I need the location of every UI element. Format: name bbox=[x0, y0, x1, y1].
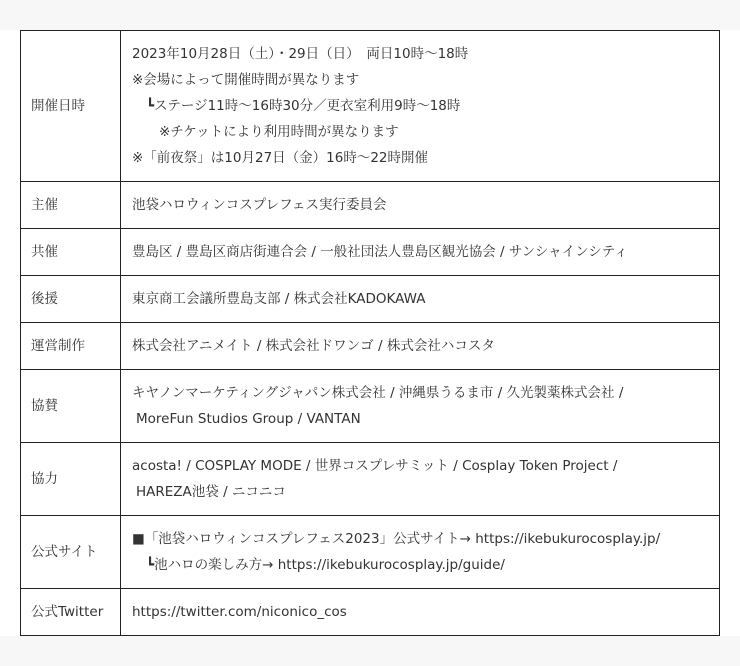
date-note: ※会場によって開催時間が異なります bbox=[132, 72, 360, 88]
row-label-support: 後援 bbox=[21, 276, 121, 323]
date-line: 2023年10月28日（土）・29日（日） 両日10時〜18時 bbox=[132, 46, 469, 62]
table-row-production bbox=[21, 323, 720, 370]
event-info-table bbox=[20, 30, 720, 636]
date-ticket-note: ※チケットにより利用時間が異なります bbox=[159, 124, 399, 140]
row-value-cohost: 豊島区 / 豊島区商店街連合会 / 一般社団法人豊島区観光協会 / サンシャインシティ bbox=[121, 229, 720, 276]
row-label-twitter: 公式Twitter bbox=[21, 589, 121, 636]
row-label-date: 開催日時 bbox=[21, 31, 121, 182]
cooperation-line-1: acosta! / COSPLAY MODE / 世界コスプレサミット / Cosplay Token Project / bbox=[132, 458, 618, 474]
sponsor-line-2: MoreFun Studios Group / VANTAN bbox=[136, 411, 361, 427]
row-value-cooperation bbox=[121, 443, 720, 516]
row-value-sponsor bbox=[121, 370, 720, 443]
guide-link[interactable]: ┗池ハロの楽しみ方→ https://ikebukurocosplay.jp/guide/ bbox=[146, 557, 505, 573]
table-row-support bbox=[21, 276, 720, 323]
table-row-sponsor bbox=[21, 370, 720, 443]
row-value-organizer: 池袋ハロウィンコスプレフェス実行委員会 bbox=[121, 182, 720, 229]
sponsor-line-1: キヤノンマーケティングジャパン株式会社 / 沖縄県うるま市 / 久光製薬株式会社 / bbox=[132, 385, 624, 401]
twitter-link[interactable]: https://twitter.com/niconico_cos bbox=[121, 589, 720, 636]
row-value-official-site bbox=[121, 516, 720, 589]
table-row-date bbox=[21, 31, 720, 182]
row-label-production: 運営制作 bbox=[21, 323, 121, 370]
table-row-official-site bbox=[21, 516, 720, 589]
row-value-support: 東京商工会議所豊島支部 / 株式会社KADOKAWA bbox=[121, 276, 720, 323]
bottom-background-band bbox=[0, 636, 740, 666]
row-value-production: 株式会社アニメイト / 株式会社ドワンゴ / 株式会社ハコスタ bbox=[121, 323, 720, 370]
row-value-date bbox=[121, 31, 720, 182]
row-label-organizer: 主催 bbox=[21, 182, 121, 229]
table-row-twitter bbox=[21, 589, 720, 636]
official-site-link[interactable]: ■「池袋ハロウィンコスプレフェス2023」公式サイト→ https://ikebukurocosplay.jp/ bbox=[132, 531, 661, 547]
row-label-sponsor: 協賛 bbox=[21, 370, 121, 443]
date-stage-note: ┗ステージ11時〜16時30分／更衣室利用9時〜18時 bbox=[146, 98, 461, 114]
row-label-official-site: 公式サイト bbox=[21, 516, 121, 589]
row-label-cohost: 共催 bbox=[21, 229, 121, 276]
table-row-cooperation bbox=[21, 443, 720, 516]
row-label-cooperation: 協力 bbox=[21, 443, 121, 516]
cooperation-line-2: HAREZA池袋 / ニコニコ bbox=[136, 484, 286, 500]
date-eve-note: ※「前夜祭」は10月27日（金）16時〜22時開催 bbox=[132, 150, 429, 166]
table-row-cohost bbox=[21, 229, 720, 276]
table-row-organizer bbox=[21, 182, 720, 229]
top-background-band bbox=[0, 0, 740, 30]
